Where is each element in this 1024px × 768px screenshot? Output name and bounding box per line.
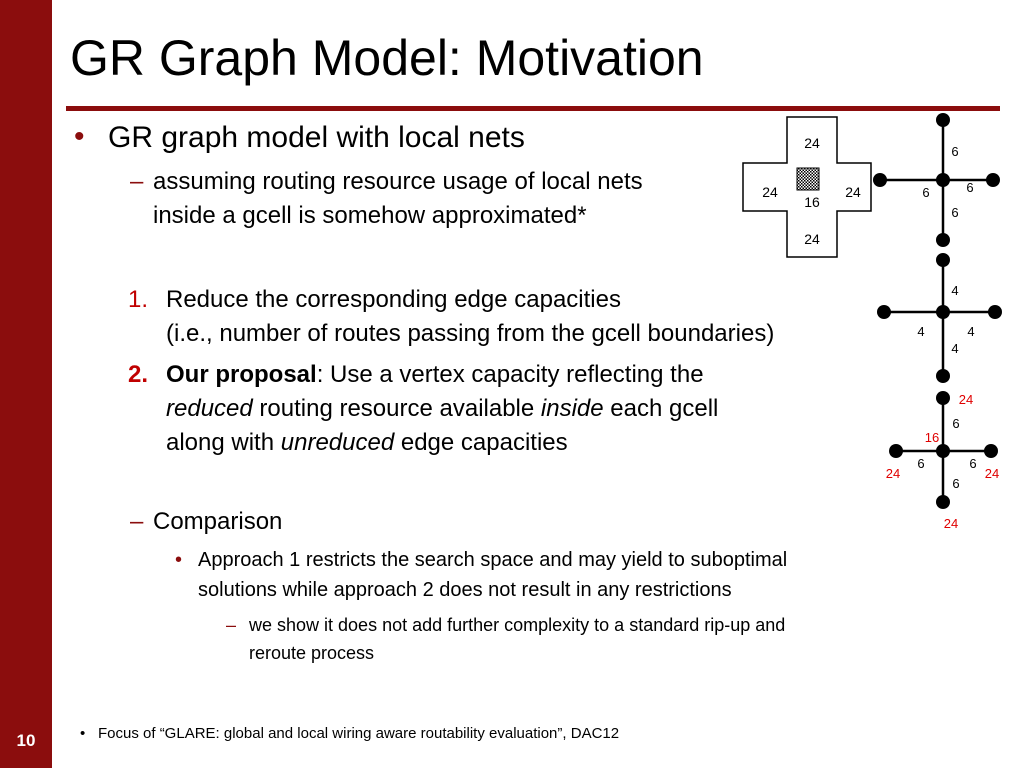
item2-line3a: along with xyxy=(166,429,281,456)
edge-capacity-bottom: 6 xyxy=(951,205,959,220)
graph-node xyxy=(936,233,950,247)
graph-node xyxy=(936,253,950,267)
footnote-text: Focus of “GLARE: global and local wiring aware routability evaluation”, DAC12 xyxy=(98,725,620,742)
edge-capacity-bottom: 6 xyxy=(952,476,960,491)
far-capacity-top: 24 xyxy=(958,392,974,407)
graph-node xyxy=(984,444,998,458)
item2-rest: : Use a vertex capacity reflecting the xyxy=(316,361,704,388)
graph-node xyxy=(873,173,887,187)
item2-bold: Our proposal xyxy=(166,361,317,388)
edge-capacity-left: 6 xyxy=(922,185,930,200)
far-capacity-left: 24 xyxy=(885,466,901,481)
item2-mid: routing resource available xyxy=(252,395,541,422)
graph-node xyxy=(889,444,903,458)
graph-node xyxy=(936,495,950,509)
item1-number: 1. xyxy=(128,286,149,313)
sub-bullet-line2: inside a gcell is somehow approximated* xyxy=(153,202,587,229)
item2-line3b: edge capacities xyxy=(394,429,568,456)
graph-node xyxy=(936,391,950,405)
bullet-dash: – xyxy=(130,508,144,535)
edge-capacity-right: 4 xyxy=(967,324,975,339)
graph-node xyxy=(936,444,950,458)
graph-node xyxy=(936,173,950,187)
edge-capacity-left: 4 xyxy=(917,324,925,339)
graph-node xyxy=(877,305,891,319)
item2-end: each gcell xyxy=(603,395,719,422)
edge-capacity-right: 6 xyxy=(969,456,977,471)
edge-capacity-right: 6 xyxy=(966,180,974,195)
bullet-dot: • xyxy=(175,549,183,571)
bullet-dot: • xyxy=(74,120,85,153)
gcell-center-capacity: 16 xyxy=(804,194,820,210)
bullet-dash: – xyxy=(226,615,237,635)
sub-bullet-line1: assuming routing resource usage of local nets xyxy=(153,168,643,195)
slide-title: GR Graph Model: Motivation xyxy=(70,30,704,86)
item1-line2: (i.e., number of routes passing from the gcell boundaries) xyxy=(166,320,775,347)
gcell-bottom-capacity: 24 xyxy=(804,231,820,247)
item2-inside: inside xyxy=(540,395,604,422)
item1-line1: Reduce the corresponding edge capacities xyxy=(166,286,621,313)
gcell-left-capacity: 24 xyxy=(762,184,778,200)
vertex-capacity: 16 xyxy=(924,430,940,445)
graph-vertex-model-3 xyxy=(886,391,999,531)
graph-node xyxy=(936,305,950,319)
note-line2: reroute process xyxy=(249,643,375,663)
gcell-diagram xyxy=(743,117,871,257)
edge-capacity-bottom: 4 xyxy=(951,341,959,356)
local-net-block xyxy=(797,168,819,190)
graph-node xyxy=(936,113,950,127)
far-capacity-right: 24 xyxy=(984,466,1000,481)
graph-vertex-model-2 xyxy=(877,253,1002,383)
graph-node xyxy=(986,173,1000,187)
edge-capacity-top: 4 xyxy=(951,283,959,298)
bullet-dash: – xyxy=(130,168,144,195)
item2-reduced: reduced xyxy=(166,395,253,422)
gcell-right-capacity: 24 xyxy=(845,184,861,200)
edge-capacity-top: 6 xyxy=(951,144,959,159)
comparison-text: Comparison xyxy=(153,508,283,535)
approach-line1: Approach 1 restricts the search space and may yield to suboptimal xyxy=(198,549,788,571)
graph-node xyxy=(936,369,950,383)
item2-unreduced: unreduced xyxy=(280,429,395,456)
edge-capacity-left: 6 xyxy=(917,456,925,471)
item2-number: 2. xyxy=(128,361,149,388)
gcell-top-capacity: 24 xyxy=(804,135,820,151)
graph-node xyxy=(988,305,1002,319)
graph-vertex-model-1 xyxy=(873,113,1000,247)
approach-line2: solutions while approach 2 does not result in any restrictions xyxy=(198,579,732,601)
far-capacity-bottom: 24 xyxy=(943,516,959,531)
footnote-bullet: • xyxy=(80,725,86,742)
slide-number: 10 xyxy=(16,731,36,750)
main-bullet-text: GR graph model with local nets xyxy=(108,121,525,154)
edge-capacity-top: 6 xyxy=(952,416,960,431)
note-line1: we show it does not add further complexity to a standard rip-up and xyxy=(249,615,786,635)
